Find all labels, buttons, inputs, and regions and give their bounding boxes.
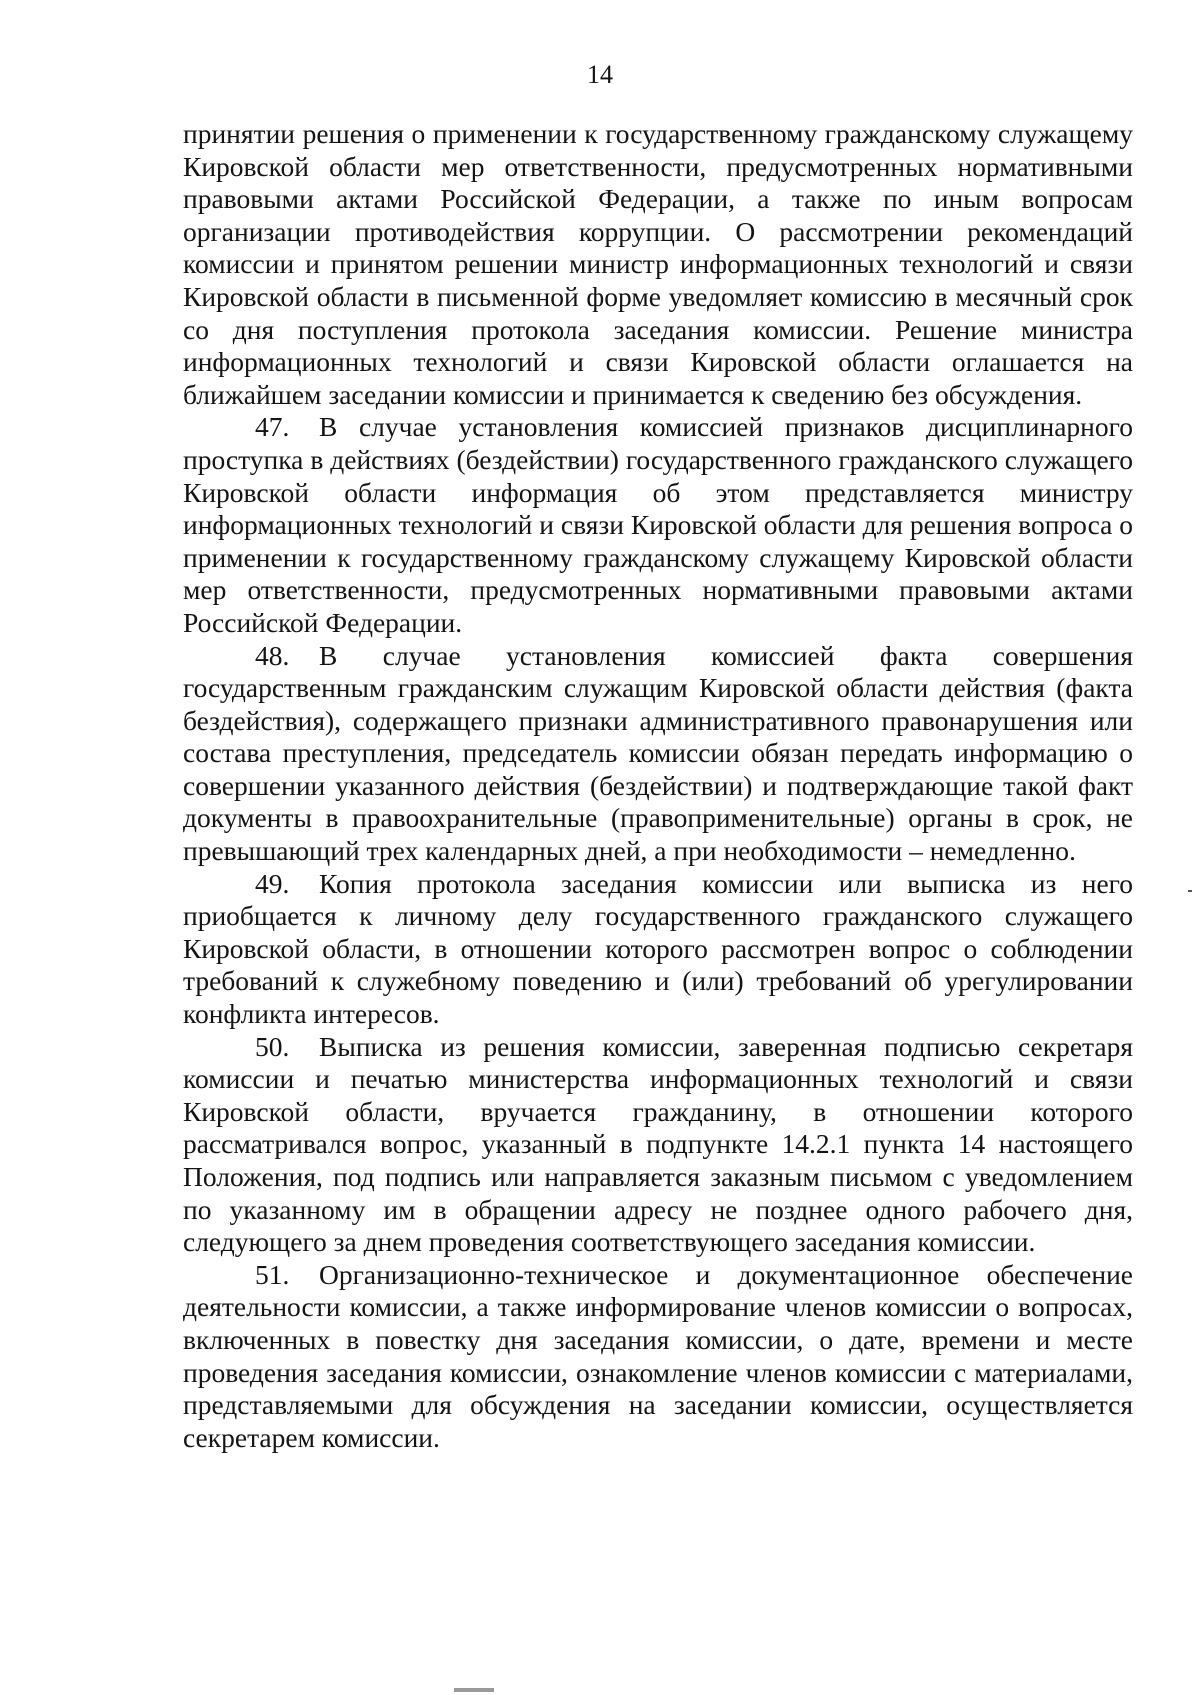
- paragraph-number: 48.: [255, 639, 290, 671]
- paragraph-number: 50.: [255, 1030, 290, 1062]
- paragraph-number: 47.: [255, 411, 290, 443]
- scan-bottom-mark: [454, 1688, 494, 1692]
- paragraph-text: Копия протокола заседания комиссии или выписка из него приобщается к личному делу государственного гражданского служащего Кировской области, в отношении которого рассмотрен вопрос о соблюдении требований к служебному поведению и (или) требований об урегулировании конфликта интересов.: [183, 867, 1133, 1030]
- paragraph-49: [183, 868, 1133, 1031]
- paragraph-text: В случае установления комиссией признаков дисциплинарного проступка в действиях (бездействии) государственного гражданского служащего Кировской области информация об этом представляется министру информационных технологий и связи Кировской области для решения вопроса о применении к государственному гражданскому служащему Кировской области мер ответственности, предусмотренных нормативными правовыми актами Российской Федерации.: [183, 411, 1133, 638]
- scan-edge-mark: [1188, 890, 1192, 892]
- paragraph-continuation: [183, 118, 1133, 411]
- paragraph-text: Выписка из решения комиссии, заверенная подписью секретаря комиссии и печатью министерства информационных технологий и связи Кировской области, вручается гражданину, в отношении которого рассматривался вопрос, указанный в подпункте 14.2.1 пункта 14 настоящего Положения, под подпись или направляется заказным письмом с уведомлением по указанному им в обращении адресу не позднее одного рабочего дня, следующего за днем проведения соответствующего заседания комиссии.: [183, 1030, 1133, 1258]
- paragraph-text: принятии решения о применении к государственному гражданскому служащему Кировской области мер ответственности, предусмотренных нормативными правовыми актами Российской Федерации, а также по иным вопросам организации противодействия коррупции. О рассмотрении рекомендаций комиссии и принятом решении министр информационных технологий и связи Кировской области в письменной форме уведомляет комиссию в месячный срок со дня поступления протокола заседания комиссии. Решение министра информационных технологий и связи Кировской области оглашается на ближайшем заседании комиссии и принимается к сведению без обсуждения.: [183, 118, 1133, 410]
- paragraph-51: [183, 1259, 1133, 1455]
- page-number: 14: [587, 60, 613, 89]
- paragraph-48: [183, 640, 1133, 868]
- paragraph-50: [183, 1031, 1133, 1259]
- paragraph-number: 49.: [255, 867, 290, 899]
- paragraph-number: 51.: [255, 1258, 290, 1290]
- paragraph-47: [183, 411, 1133, 639]
- paragraph-text: В случае установления комиссией факта совершения государственным гражданским служащим Кировской области действия (факта бездействия), содержащего признаки административного правонарушения или состава преступления, председатель комиссии обязан передать информацию о совершении указанного действия (бездействии) и подтверждающие такой факт документы в правоохранительные (правоприменительные) органы в срок, не превышающий трех календарных дней, а при необходимости – немедленно.: [183, 639, 1133, 867]
- document-body: [183, 118, 1133, 1454]
- paragraph-text: Организационно-техническое и документационное обеспечение деятельности комиссии, а также информирование членов комиссии о вопросах, включенных в повестку дня заседания комиссии, о дате, времени и месте проведения заседания комиссии, ознакомление членов комиссии с материалами, представляемыми для обсуждения на заседании комиссии, осуществляется секретарем комиссии.: [183, 1258, 1133, 1453]
